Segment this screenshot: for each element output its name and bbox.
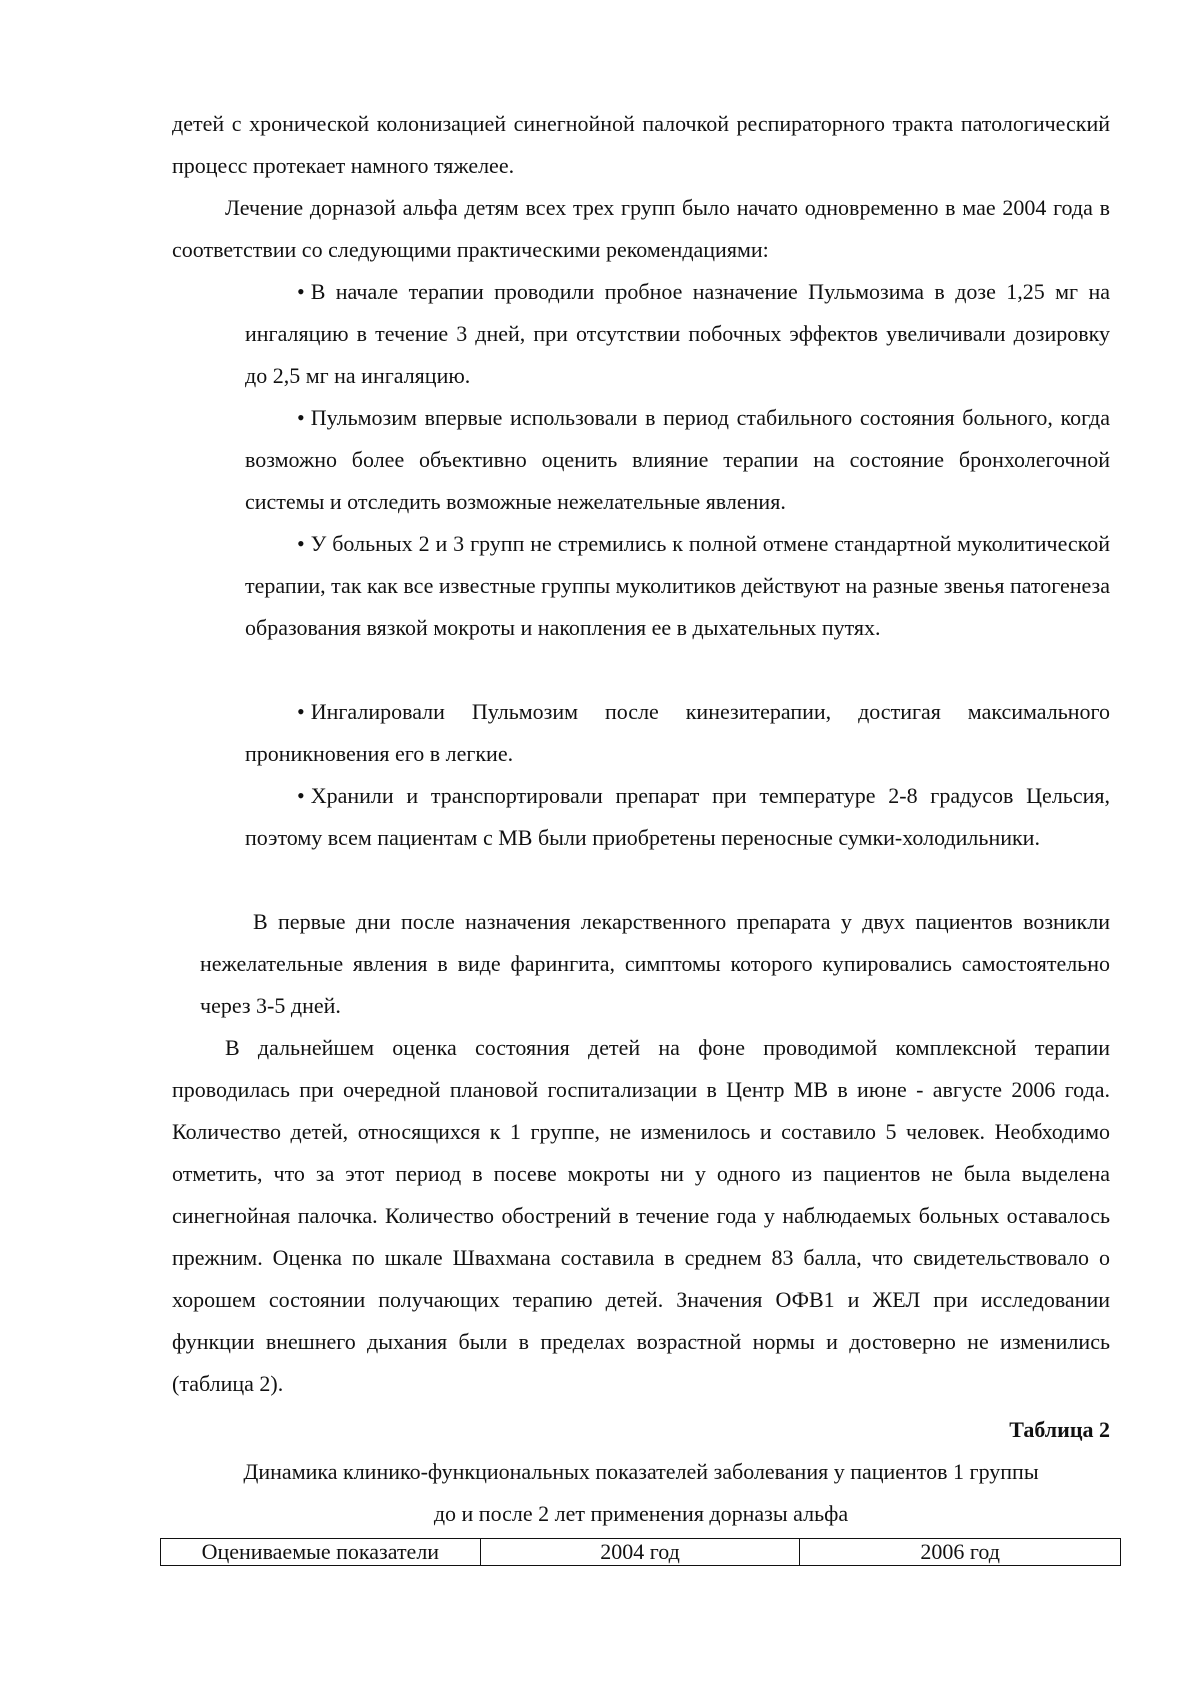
list-item-text: У больных 2 и 3 групп не стремились к полной отмене стандартной муколитической терапии, так как все известные группы муколитиков действуют на разные звенья патогенеза образования вязкой мокроты и накопления ее в дыхательных путях. xyxy=(245,531,1110,640)
bullet-icon: • xyxy=(297,405,305,430)
table-caption-line-2: до и после 2 лет применения дорназы альфа xyxy=(433,1501,849,1526)
list-item xyxy=(245,397,1110,523)
paragraph-followup: В дальнейшем оценка состояния детей на фоне проводимой комплексной терапии проводилась при очередной плановой госпитализации в Центр МВ в июне - августе 2006 года. Количество детей, относящихся к 1 группе, не изменилось и составило 5 человек. Необходимо отметить, что за этот период в посеве мокроты ни у одного из пациентов не была выделена синегнойная палочка. Количество обострений в течение года у наблюдаемых больных оставалось прежним. Оценка по шкале Швахмана составила в среднем 83 балла, что свидетельствовало о хорошем состоянии получающих терапию детей. Значения ОФВ1 и ЖЕЛ при исследовании функции внешнего дыхания были в пределах возрастной нормы и достоверно не изменились (таблица 2). xyxy=(172,1035,1110,1396)
column-header-2004: 2004 год xyxy=(480,1539,800,1566)
bullet-icon: • xyxy=(297,279,305,304)
list-item xyxy=(245,271,1110,397)
list-item-text: Пульмозим впервые использовали в период стабильного состояния больного, когда возможно более объективно оценить влияние терапии на состояние бронхолегочной системы и отследить возможные нежелательные явления. xyxy=(245,405,1110,514)
paragraph-intro: детей с хронической колонизацией синегнойной палочкой респираторного тракта патологический процесс протекает намного тяжелее. xyxy=(172,111,1110,178)
column-header-indicators: Оцениваемые показатели xyxy=(161,1539,481,1566)
table-header-row xyxy=(161,1539,1121,1566)
paragraph-side-effects: В первые дни после назначения лекарственного препарата у двух пациентов возникли нежелательные явления в виде фарингита, симптомы которого купировались самостоятельно через 3-5 дней. xyxy=(200,909,1110,1018)
list-item-text: Хранили и транспортировали препарат при температуре 2-8 градусов Цельсия, поэтому всем пациентам с МВ были приобретены переносные сумки-холодильники. xyxy=(245,783,1110,850)
bullet-icon: • xyxy=(297,699,305,724)
list-item xyxy=(245,775,1110,859)
column-header-2006: 2006 год xyxy=(800,1539,1121,1566)
list-item xyxy=(245,691,1110,775)
list-item xyxy=(245,523,1110,649)
bullet-icon: • xyxy=(297,783,305,808)
indicators-table xyxy=(160,1538,1121,1566)
table-label: Таблица 2 xyxy=(1009,1417,1110,1442)
bullet-icon: • xyxy=(297,531,305,556)
paragraph-treatment-start: Лечение дорназой альфа детям всех трех групп было начато одновременно в мае 2004 года в соответствии со следующими практическими рекомендациями: xyxy=(172,195,1110,262)
table-caption xyxy=(172,1451,1110,1535)
list-item-text: В начале терапии проводили пробное назначение Пульмозима в дозе 1,25 мг на ингаляцию в течение 3 дней, при отсутствии побочных эффектов увеличивали дозировку до 2,5 мг на ингаляцию. xyxy=(245,279,1110,388)
table-caption-line-1: Динамика клинико-функциональных показателей заболевания у пациентов 1 группы xyxy=(243,1459,1039,1484)
list-item-text: Ингалировали Пульмозим после кинезитерапии, достигая максимального проникновения его в легкие. xyxy=(245,699,1110,766)
